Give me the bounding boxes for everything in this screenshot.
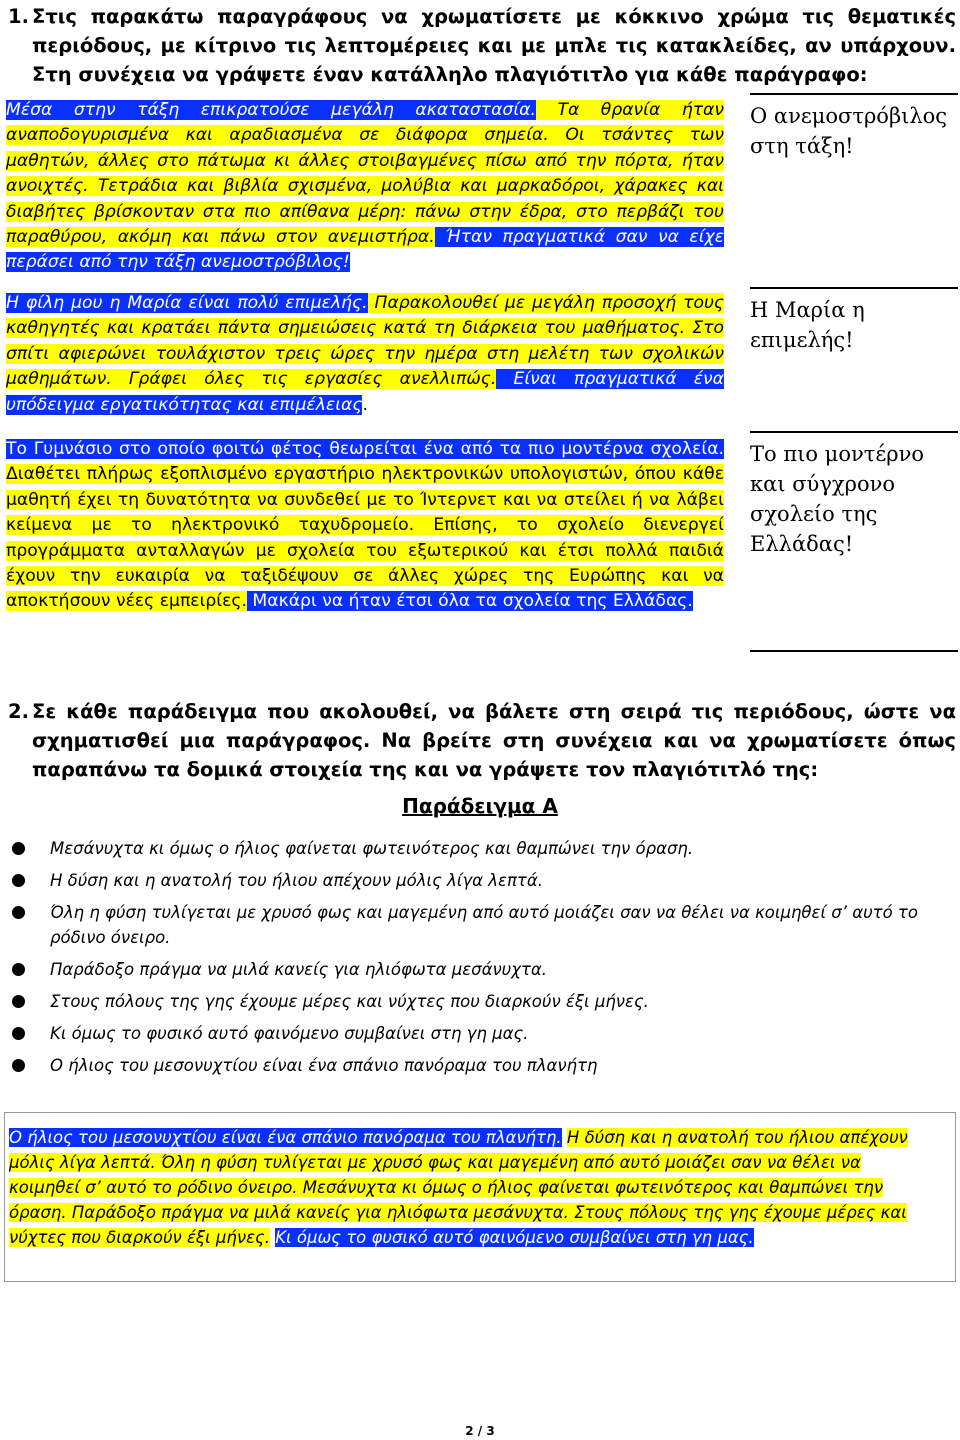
list-item (10, 868, 940, 893)
sentence-text: Παράδοξο πράγμα να μιλά κανείς για ηλιόφωτα μεσάνυχτα. (50, 960, 548, 979)
bullet-icon (12, 842, 25, 855)
bullet-icon (12, 1027, 25, 1040)
bullet-icon (12, 963, 25, 976)
answer-conclusion: Κι όμως το φυσικό αυτό φαινόμενο συμβαίνει στη γη μας. (275, 1228, 754, 1247)
thematic-sentence: Το Γυμνάσιο στο οποίο φοιτώ φέτος θεωρείται ένα από τα πιο μοντέρνα σχολεία. (6, 439, 724, 459)
sentence-text: Η δύση και η ανατολή του ήλιου απέχουν μόλις λίγα λεπτά. (50, 871, 543, 890)
answer-details: Η δύση και η ανατολή του ήλιου απέχουν μόλις λίγα λεπτά. Όλη η φύση τυλίγεται με χρυσό φως και μαγεμένη από αυτό μοιάζει σαν να θέλει να κοιμηθεί σ’ αυτό το ρόδινο όνειρο. Μεσάνυχτα κι όμως ο ήλιος φαίνεται φωτεινότερος και θαμπώνει την όραση. Παράδοξο πράγμα να μιλά κανείς για ηλιόφωτα μεσάνυχτα. Στους πόλους της γης έχουμε μέρες και νύχτες που διαρκούν έξι μήνες. (9, 1128, 908, 1247)
paragraph-3 (6, 437, 724, 615)
side-title-3: Το πιο μοντέρνο και σύγχρονο σχολείο της Ελλάδας! (750, 431, 958, 559)
bullet-icon (12, 1059, 25, 1072)
list-item (10, 900, 940, 950)
question-1-text: Στις παρακάτω παραγράφους να χρωματίσετε με κόκκινο χρώμα τις θεματικές περιόδους, με κίτρινο τις λεπτομέρειες και με μπλε τις κατακλείδες, αν υπάρχουν. Στη συνέχεια να γράψετε έναν κατάλληλο πλαγιότιτλο για κάθε παράγραφο: (32, 5, 956, 86)
answer-line (750, 650, 958, 652)
bullet-icon (12, 995, 25, 1008)
sentence-text: Ο ήλιος του μεσονυχτίου είναι ένα σπάνιο πανόραμα του πλανήτη (50, 1056, 598, 1075)
list-item (10, 836, 940, 861)
answer-box (4, 1112, 956, 1282)
side-title-1: Ο ανεμοστρόβιλος στη τάξη! (750, 93, 958, 161)
side-title-2: Η Μαρία η επιμελής! (750, 287, 958, 355)
page-number: 2 / 3 (465, 1424, 495, 1438)
thematic-sentence: Η φίλη μου η Μαρία είναι πολύ επιμελής. (6, 293, 368, 313)
thematic-sentence: Μέσα στην τάξη επικρατούσε μεγάλη ακαταστασία. (6, 100, 536, 120)
sentence-text: Μεσάνυχτα κι όμως ο ήλιος φαίνεται φωτεινότερος και θαμπώνει την όραση. (50, 839, 694, 858)
example-title: Παράδειγμα Α (402, 794, 558, 818)
question-2-text: Σε κάθε παράδειγμα που ακολουθεί, να βάλετε στη σειρά τις περιόδους, ώστε να σχηματισθεί μια παράγραφος. Να βρείτε στη συνέχεια και να χρωματίσετε όπως παραπάνω τα δομικά στοιχεία της και να γράψετε τον πλαγιότιτλό της: (32, 700, 956, 781)
paragraph-end: . (362, 394, 368, 415)
paragraph-1 (6, 98, 724, 276)
bullet-icon (12, 874, 25, 887)
question-1 (8, 2, 956, 89)
list-item (10, 1053, 940, 1078)
question-2 (8, 697, 956, 784)
conclusion-text: Μακάρι να ήταν έτσι όλα τα σχολεία της Ελλάδας. (246, 591, 693, 612)
question-1-number: 1. (8, 5, 29, 28)
conclusion-text: Ήταν πραγματικά σαν να είχε περάσει από την τάξη ανεμοστρόβιλος! (6, 227, 724, 273)
list-item (10, 1021, 940, 1046)
sentence-list (10, 836, 940, 1085)
details-text: Τα θρανία ήταν αναποδογυρισμένα και αραδιασμένα σε διάφορα σημεία. Οι τσάντες των μαθητών, άλλες στο πάτωμα κι άλλες στοιβαγμένες πίσω από την πόρτα, ήταν ανοιχτές. Τετράδια και βιβλία σχισμένα, μολύβια και μαρκαδόροι, χάρακες και διαβήτες βρίσκονταν στα πιο απίθανα μέρη: πάνω στην έδρα, στο περβάζι του παραθύρου, ακόμη και πάνω στον ανεμιστήρα. (6, 100, 724, 248)
question-2-number: 2. (8, 700, 29, 723)
answer-thematic: Ο ήλιος του μεσονυχτίου είναι ένα σπάνιο πανόραμα του πλανήτη. (9, 1128, 562, 1147)
paragraph-2 (6, 291, 724, 418)
list-item (10, 989, 940, 1014)
sentence-text: Κι όμως το φυσικό αυτό φαινόμενο συμβαίνει στη γη μας. (50, 1024, 529, 1043)
details-text: Παρακολουθεί με μεγάλη προσοχή τους καθηγητές και κρατάει πάντα σημειώσεις κατά τη διάρκεια του μαθήματος. Στο σπίτι αφιερώνει τουλάχιστον τρεις ώρες την ημέρα στη μελέτη των σχολικών μαθημάτων. Γράφει όλες τις εργασίες ανελλιπώς. (6, 293, 724, 390)
conclusion-text: Είναι πραγματικά ένα υπόδειγμα εργατικότητας και επιμέλειας (6, 369, 724, 415)
bullet-icon (12, 906, 25, 919)
sentence-text: Στους πόλους της γης έχουμε μέρες και νύχτες που διαρκούν έξι μήνες. (50, 992, 649, 1011)
sentence-text: Όλη η φύση τυλίγεται με χρυσό φως και μαγεμένη από αυτό μοιάζει σαν να θέλει να κοιμηθεί σ’ αυτό το ρόδινο όνειρο. (50, 903, 918, 947)
details-text: Διαθέτει πλήρως εξοπλισμένο εργαστήριο ηλεκτρονικών υπολογιστών, όπου κάθε μαθητή έχει τη δυνατότητα να συνδεθεί με το Ίντερνετ και να στείλει ή να λάβει κείμενα με το ηλεκτρονικό ταχυδρομείο. Επίσης, το σχολείο διενεργεί προγράμματα ανταλλαγών με σχολεία του εξωτερικού και έτσι πολλά παιδιά έχουν την ευκαιρία να ταξιδέψουν σε άλλες χώρες της Ευρώπης και να αποκτήσουν νέες εμπειρίες. (6, 464, 724, 612)
list-item (10, 957, 940, 982)
